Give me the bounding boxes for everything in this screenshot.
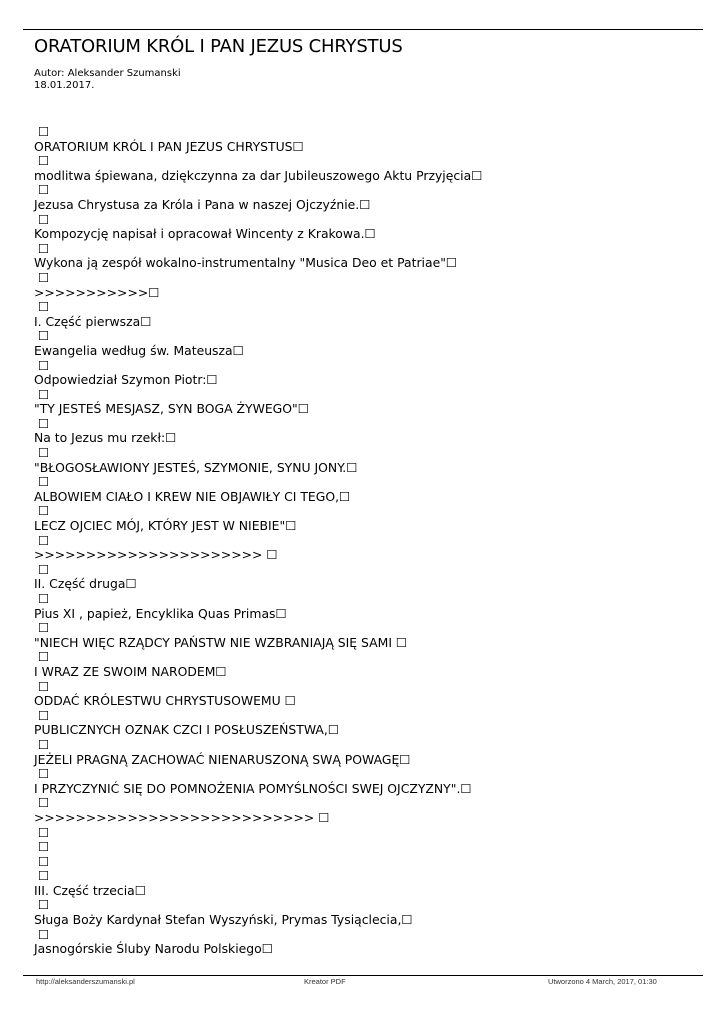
text-line: Ewangelia według św. Mateusza☐ — [34, 342, 244, 358]
text-line: >>>>>>>>>>>>>>>>>>>>>>>>>>> ☐ — [34, 809, 330, 825]
text-line: Jezusa Chrystusa za Króla i Pana w naszej Ojczyźnie.☐ — [34, 196, 371, 212]
placeholder-box: ☐ — [38, 299, 50, 315]
placeholder-box: ☐ — [38, 561, 50, 577]
placeholder-box: ☐ — [38, 824, 50, 840]
placeholder-box: ☐ — [38, 445, 50, 461]
placeholder-box: ☐ — [38, 591, 50, 606]
placeholder-box: ☐ — [38, 839, 50, 855]
placeholder-box: ☐ — [38, 926, 50, 942]
author-line: Autor: Aleksander Szumanski — [34, 68, 181, 79]
placeholder-box: ☐ — [38, 503, 50, 519]
text-line: Na to Jezus mu rzekł:☐ — [34, 430, 177, 446]
header-rule — [23, 29, 703, 30]
placeholder-box: ☐ — [38, 182, 50, 198]
footer-created: Utworzono 4 March, 2017, 01:30 — [548, 977, 657, 986]
text-line: >>>>>>>>>>>>>>>>>>>>>> ☐ — [34, 547, 278, 563]
text-line: LECZ OJCIEC MÓJ, KTÓRY JEST W NIEBIE"☐ — [34, 518, 297, 534]
text-line: JEŻELI PRAGNĄ ZACHOWAĆ NIENARUSZONĄ SWĄ POWAGĘ☐ — [34, 751, 411, 767]
placeholder-box: ☐ — [38, 678, 50, 694]
document-title: ORATORIUM KRÓL I PAN JEZUS CHRYSTUS — [34, 36, 403, 57]
placeholder-box: ☐ — [38, 415, 50, 431]
placeholder-box: ☐ — [38, 736, 50, 752]
placeholder-box: ☐ — [38, 211, 50, 227]
placeholder-box: ☐ — [38, 124, 50, 139]
text-line: II. Część druga☐ — [34, 576, 137, 592]
text-line: Odpowiedział Szymon Piotr:☐ — [34, 372, 218, 388]
text-line: "NIECH WIĘC RZĄDCY PAŃSTW NIE WZBRANIAJĄ SIĘ SAMI ☐ — [34, 634, 408, 650]
text-line: ODDAĆ KRÓLESTWU CHRYSTUSOWEMU ☐ — [34, 693, 296, 709]
placeholder-box: ☐ — [38, 897, 50, 913]
footer-url[interactable]: http://aleksanderszumanski.pl — [36, 977, 135, 986]
placeholder-box: ☐ — [38, 853, 50, 869]
text-line: Kompozycję napisał i opracował Wincenty z Krakowa.☐ — [34, 226, 376, 242]
text-line: I PRZYCZYNIĆ SIĘ DO POMNOŻENIA POMYŚLNOŚCI SWEJ OJCZYZNY".☐ — [34, 780, 472, 796]
text-line: III. Część trzecia☐ — [34, 882, 146, 898]
text-line: PUBLICZNYCH OZNAK CZCI I POSŁUSZEŃSTWA,☐ — [34, 722, 339, 738]
text-line: modlitwa śpiewana, dziękczynna za dar Jubileuszowego Aktu Przyjęcia☐ — [34, 167, 483, 183]
placeholder-box: ☐ — [38, 386, 50, 402]
text-line: ORATORIUM KRÓL I PAN JEZUS CHRYSTUS☐ — [34, 138, 304, 154]
placeholder-box: ☐ — [38, 357, 50, 373]
placeholder-box: ☐ — [38, 795, 50, 811]
placeholder-box: ☐ — [38, 532, 50, 548]
placeholder-box: ☐ — [38, 240, 50, 256]
footer-rule — [23, 975, 703, 976]
text-line: Wykona ją zespół wokalno-instrumentalny "Musica Deo et Patriae"☐ — [34, 255, 458, 271]
placeholder-box: ☐ — [38, 153, 50, 169]
text-line: >>>>>>>>>>>☐ — [34, 284, 160, 300]
placeholder-box: ☐ — [38, 328, 50, 344]
placeholder-box: ☐ — [38, 269, 50, 285]
text-line: I WRAZ ZE SWOIM NARODEM☐ — [34, 663, 227, 679]
text-line: Sługa Boży Kardynał Stefan Wyszyński, Prymas Tysiąclecia,☐ — [34, 912, 413, 928]
placeholder-box: ☐ — [38, 766, 50, 782]
placeholder-box: ☐ — [38, 620, 50, 636]
text-line: ALBOWIEM CIAŁO I KREW NIE OBJAWIŁY CI TEGO,☐ — [34, 488, 351, 504]
date-line: 18.01.2017. — [34, 80, 95, 91]
placeholder-box: ☐ — [38, 868, 50, 884]
placeholder-box: ☐ — [38, 707, 50, 723]
document-body — [34, 125, 694, 957]
placeholder-box: ☐ — [38, 474, 50, 490]
placeholder-box: ☐ — [38, 649, 50, 665]
text-line: Pius XI , papież, Encyklika Quas Primas☐ — [34, 605, 287, 621]
text-line: "TY JESTEŚ MESJASZ, SYN BOGA ŻYWEGO"☐ — [34, 401, 309, 417]
footer-generator: Kreator PDF — [304, 977, 346, 986]
text-line: "BŁOGOSŁAWIONY JESTEŚ, SZYMONIE, SYNU JONY.☐ — [34, 459, 358, 475]
text-line: I. Część pierwsza☐ — [34, 313, 152, 329]
text-line: Jasnogórskie Śluby Narodu Polskiego☐ — [34, 941, 273, 957]
